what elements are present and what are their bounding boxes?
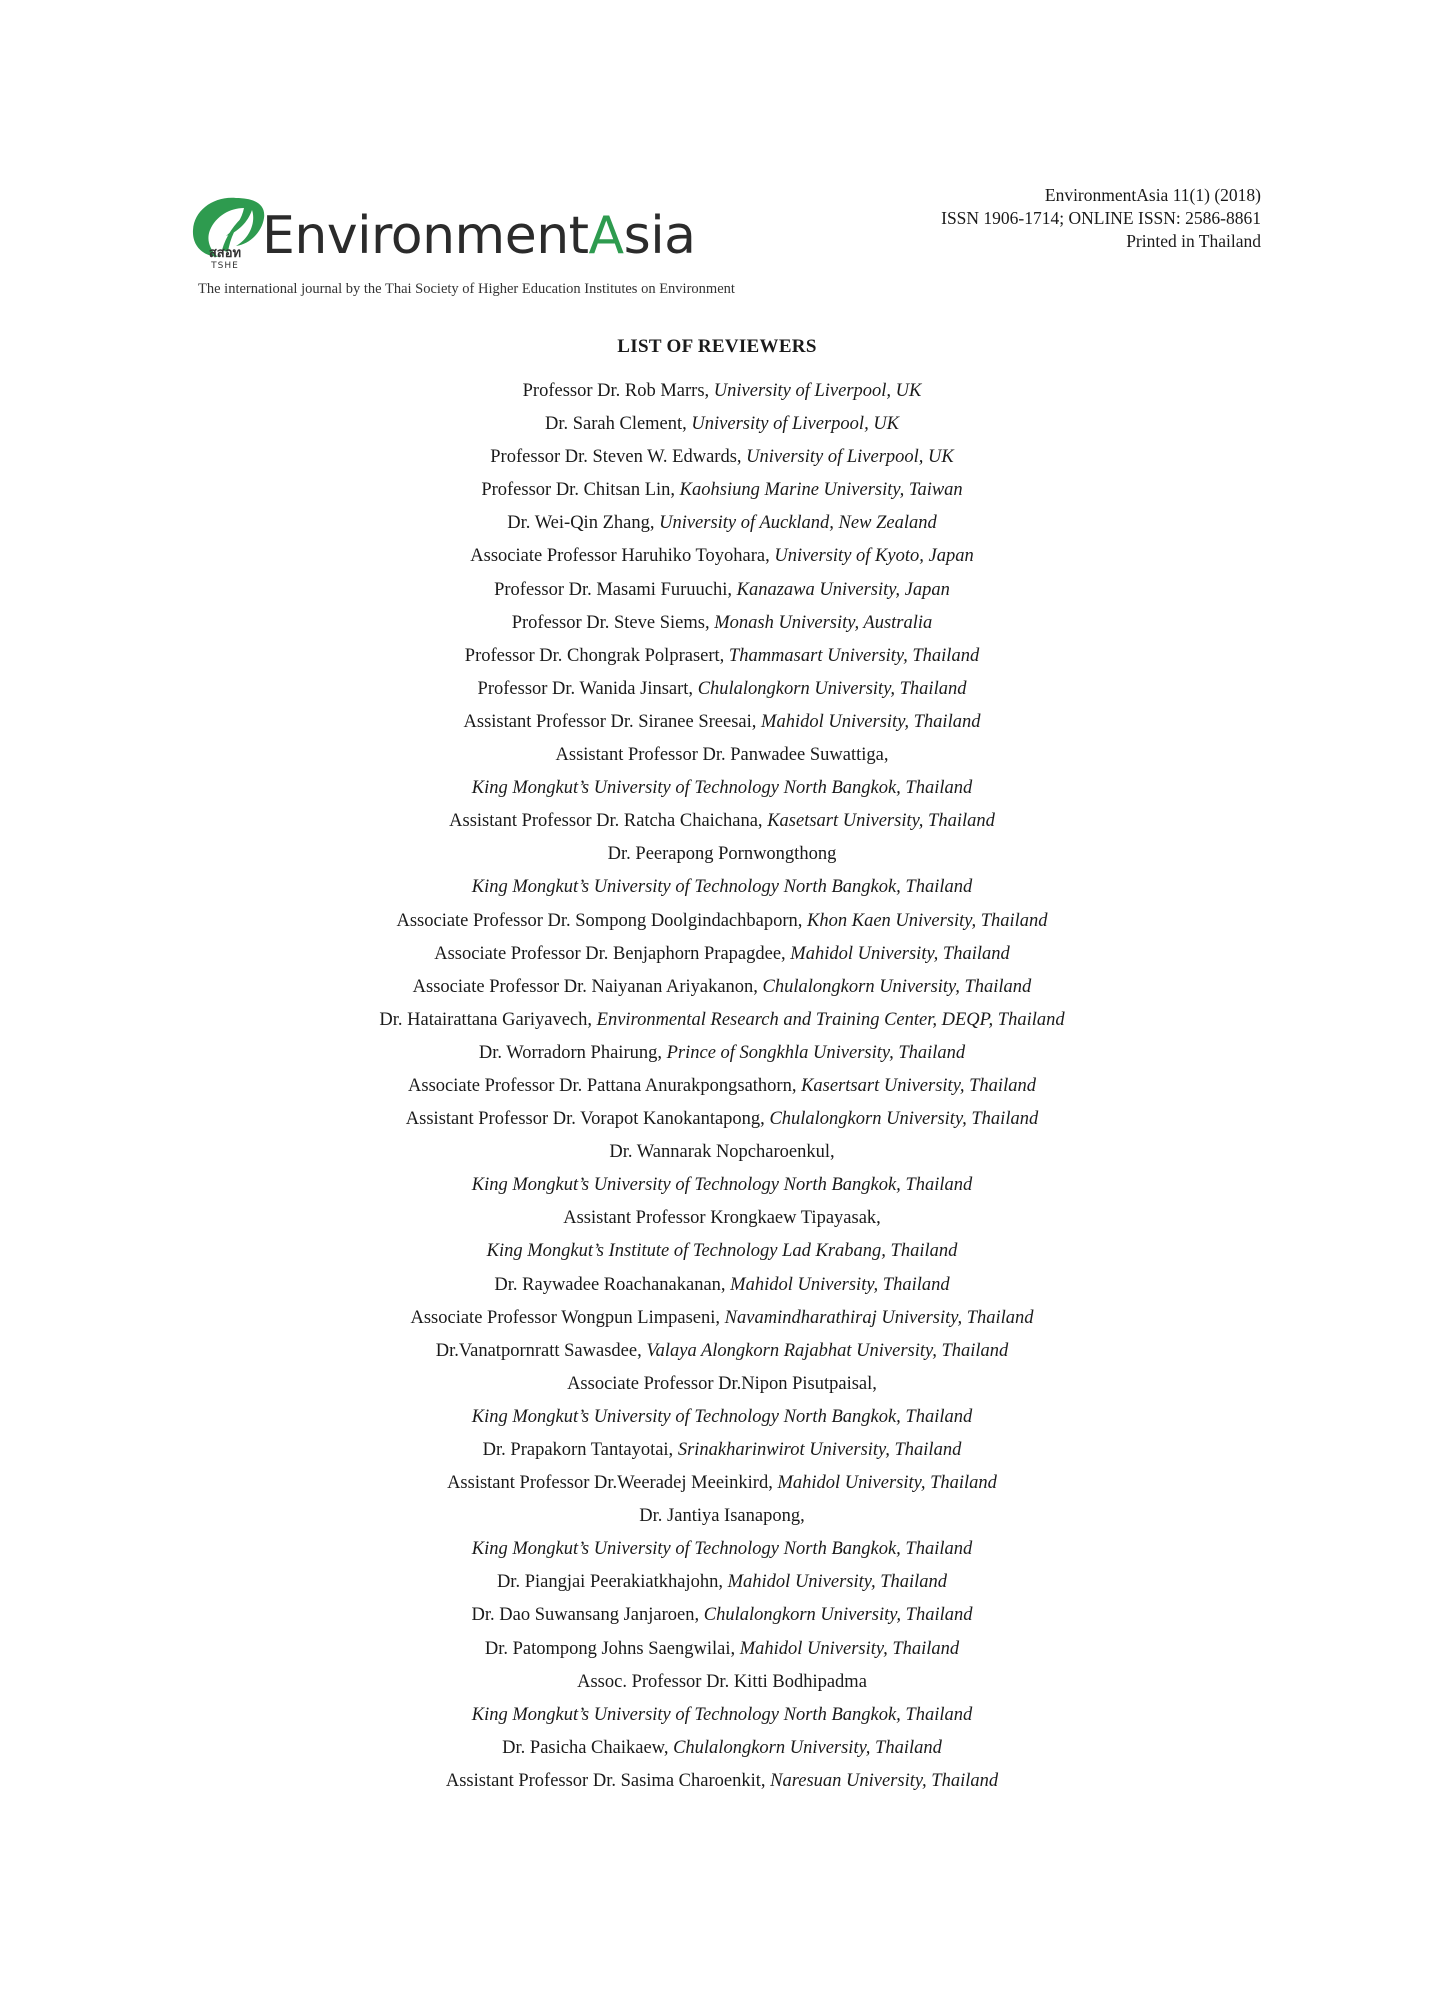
reviewer-entry bbox=[0, 1566, 1434, 1599]
reviewer-entry bbox=[0, 1302, 1434, 1335]
reviewer-entry bbox=[0, 673, 1434, 706]
reviewer-affiliation: Valaya Alongkorn Rajabhat University, Thailand bbox=[646, 1340, 1009, 1361]
reviewer-entry bbox=[0, 607, 1434, 640]
reviewer-name: Dr. Peerapong Pornwongthong bbox=[607, 844, 837, 865]
reviewer-name: Dr. Dao Suwansang Janjaroen, bbox=[471, 1605, 704, 1626]
reviewer-entry bbox=[0, 1202, 1434, 1235]
reviewer-name: Professor Dr. Steven W. Edwards, bbox=[490, 447, 747, 468]
reviewer-affiliation: University of Liverpool, UK bbox=[691, 414, 900, 435]
reviewer-name: Professor Dr. Chitsan Lin, bbox=[481, 480, 680, 501]
reviewer-name: Professor Dr. Chongrak Polprasert, bbox=[464, 645, 729, 666]
issue-citation: EnvironmentAsia 11(1) (2018) bbox=[1044, 185, 1261, 205]
reviewer-entry bbox=[0, 540, 1434, 573]
reviewer-entry bbox=[0, 938, 1434, 971]
reviewer-affiliation: Prince of Songkhla University, Thailand bbox=[666, 1042, 966, 1063]
printed-location: Printed in Thailand bbox=[1126, 231, 1261, 251]
reviewer-entry bbox=[0, 640, 1434, 673]
reviewer-name: Associate Professor Dr. Benjaphorn Prapagdee, bbox=[434, 943, 791, 964]
reviewer-affiliation: Naresuan University, Thailand bbox=[770, 1770, 999, 1791]
society-abbreviation bbox=[190, 247, 260, 271]
reviewer-entry bbox=[0, 805, 1434, 838]
reviewer-entry bbox=[0, 871, 1434, 904]
reviewer-name: Assistant Professor Dr. Siranee Sreesai, bbox=[463, 711, 762, 732]
reviewer-entry bbox=[0, 1699, 1434, 1732]
reviewer-affiliation: Kaohsiung Marine University, Taiwan bbox=[679, 480, 963, 501]
reviewer-affiliation: University of Kyoto, Japan bbox=[774, 546, 974, 567]
page-title: LIST OF REVIEWERS bbox=[617, 336, 817, 357]
reviewer-entry bbox=[0, 408, 1434, 441]
reviewer-name: Professor Dr. Wanida Jinsart, bbox=[477, 678, 698, 699]
reviewer-affiliation: Kanazawa University, Japan bbox=[736, 579, 950, 600]
reviewer-name: Dr. Piangjai Peerakiatkhajohn, bbox=[496, 1572, 728, 1593]
reviewer-affiliation: Monash University, Australia bbox=[714, 612, 933, 633]
reviewer-name: Assoc. Professor Dr. Kitti Bodhipadma bbox=[577, 1671, 867, 1692]
reviewer-entry bbox=[0, 1136, 1434, 1169]
reviewer-affiliation: Chulalongkorn University, Thailand bbox=[762, 976, 1032, 997]
reviewer-name: Dr. Raywadee Roachanakanan, bbox=[494, 1274, 731, 1295]
reviewer-entry bbox=[0, 1235, 1434, 1268]
reviewer-affiliation: Chulalongkorn University, Thailand bbox=[673, 1737, 942, 1758]
reviewer-affiliation: King Mongkut’s University of Technology North Bangkok, Thailand bbox=[471, 778, 973, 799]
reviewer-name: Associate Professor Dr. Pattana Anurakpongsathorn, bbox=[408, 1075, 802, 1096]
reviewer-entry bbox=[0, 739, 1434, 772]
reviewer-entry bbox=[0, 1633, 1434, 1666]
reviewer-affiliation: Mahidol University, Thailand bbox=[790, 943, 1010, 964]
reviewer-name: Dr. Wei-Qin Zhang, bbox=[507, 513, 660, 534]
reviewer-affiliation: King Mongkut’s Institute of Technology Lad Krabang, Thailand bbox=[486, 1241, 958, 1262]
reviewer-affiliation: University of Liverpool, UK bbox=[713, 381, 922, 401]
reviewer-entry bbox=[0, 706, 1434, 739]
reviewer-affiliation: Khon Kaen University, Thailand bbox=[807, 910, 1048, 931]
reviewer-name: Dr. Prapakorn Tantayotai, bbox=[482, 1440, 678, 1460]
reviewer-entry bbox=[0, 1103, 1434, 1136]
reviewer-name: Assistant Professor Dr. Sasima Charoenkit, bbox=[445, 1770, 771, 1791]
journal-name bbox=[262, 206, 696, 266]
reviewer-entry bbox=[0, 1004, 1434, 1037]
reviewer-entry bbox=[0, 1169, 1434, 1202]
reviewer-affiliation: Mahidol University, Thailand bbox=[730, 1274, 950, 1295]
reviewer-affiliation: Kasertsart University, Thailand bbox=[801, 1075, 1036, 1096]
reviewer-affiliation: King Mongkut’s University of Technology North Bangkok, Thailand bbox=[471, 1539, 973, 1560]
reviewer-entry bbox=[0, 772, 1434, 805]
reviewer-entry bbox=[0, 1467, 1434, 1500]
reviewer-entry bbox=[0, 838, 1434, 871]
reviewer-affiliation: Srinakharinwirot University, Thailand bbox=[677, 1440, 962, 1460]
publication-info bbox=[941, 184, 1261, 253]
reviewer-affiliation: Chulalongkorn University, Thailand bbox=[769, 1109, 1039, 1130]
reviewer-affiliation: Mahidol University, Thailand bbox=[761, 711, 981, 732]
reviewer-entry bbox=[0, 1500, 1434, 1533]
reviewer-name: Assistant Professor Krongkaew Tipayasak, bbox=[563, 1208, 881, 1229]
reviewer-name: Associate Professor Dr. Sompong Doolgindachbaporn, bbox=[396, 910, 808, 931]
reviewer-affiliation: King Mongkut’s University of Technology North Bangkok, Thailand bbox=[471, 1704, 973, 1725]
reviewer-name: Associate Professor Haruhiko Toyohara, bbox=[470, 546, 775, 567]
reviewer-name: Professor Dr. Rob Marrs, bbox=[522, 381, 714, 401]
reviewer-entry bbox=[0, 1434, 1434, 1467]
journal-name-part1: Environment bbox=[262, 206, 589, 266]
reviewer-entry bbox=[0, 1037, 1434, 1070]
reviewer-entry bbox=[0, 1070, 1434, 1103]
reviewer-list bbox=[0, 375, 1434, 1798]
journal-name-part3: sia bbox=[623, 206, 696, 266]
reviewer-name: Associate Professor Wongpun Limpaseni, bbox=[410, 1307, 725, 1328]
reviewer-name: Associate Professor Dr.Nipon Pisutpaisal, bbox=[567, 1373, 877, 1394]
reviewer-affiliation: King Mongkut’s University of Technology North Bangkok, Thailand bbox=[471, 1175, 973, 1196]
reviewer-entry bbox=[0, 1335, 1434, 1368]
reviewer-affiliation: University of Auckland, New Zealand bbox=[659, 513, 937, 534]
reviewer-name: Assistant Professor Dr.Weeradej Meeinkird, bbox=[447, 1473, 778, 1494]
reviewer-entry bbox=[0, 1269, 1434, 1302]
reviewer-name: Dr. Sarah Clement, bbox=[544, 414, 692, 435]
reviewer-name: Assistant Professor Dr. Ratcha Chaichana, bbox=[449, 811, 768, 832]
reviewer-name: Dr. Worradorn Phairung, bbox=[478, 1042, 667, 1063]
reviewer-affiliation: King Mongkut’s University of Technology North Bangkok, Thailand bbox=[471, 877, 973, 898]
reviewer-name: Assistant Professor Dr. Vorapot Kanokantapong, bbox=[405, 1109, 770, 1130]
reviewer-affiliation: Navamindharathiraj University, Thailand bbox=[724, 1307, 1034, 1328]
reviewer-affiliation: Mahidol University, Thailand bbox=[727, 1572, 948, 1593]
reviewer-affiliation: Mahidol University, Thailand bbox=[739, 1638, 960, 1659]
reviewer-entry bbox=[0, 1666, 1434, 1699]
society-abbr-latin: TSHE bbox=[211, 261, 239, 271]
journal-name-accent-letter: A bbox=[588, 206, 624, 266]
reviewer-entry bbox=[0, 1401, 1434, 1434]
reviewer-name: Associate Professor Dr. Naiyanan Ariyakanon, bbox=[412, 976, 763, 997]
journal-tagline: The international journal by the Thai Society of Higher Education Institutes on Environment bbox=[198, 281, 735, 297]
reviewer-entry bbox=[0, 1599, 1434, 1632]
reviewer-entry bbox=[0, 375, 1434, 408]
reviewer-affiliation: King Mongkut’s University of Technology North Bangkok, Thailand bbox=[471, 1406, 973, 1427]
reviewer-affiliation: Mahidol University, Thailand bbox=[777, 1473, 997, 1494]
reviewer-affiliation: Chulalongkorn University, Thailand bbox=[703, 1605, 973, 1626]
reviewer-affiliation: Environmental Research and Training Center, DEQP, Thailand bbox=[596, 1009, 1065, 1030]
reviewer-entry bbox=[0, 971, 1434, 1004]
reviewer-entry bbox=[0, 574, 1434, 607]
reviewer-affiliation: Thammasart University, Thailand bbox=[728, 645, 980, 666]
reviewer-entry bbox=[0, 1533, 1434, 1566]
reviewer-entry bbox=[0, 507, 1434, 540]
reviewer-affiliation: Kasetsart University, Thailand bbox=[767, 811, 995, 832]
reviewer-entry bbox=[0, 1765, 1434, 1798]
reviewer-name: Dr. Hatairattana Gariyavech, bbox=[379, 1009, 597, 1030]
issn-line: ISSN 1906-1714; ONLINE ISSN: 2586-8861 bbox=[941, 208, 1261, 228]
reviewer-name: Assistant Professor Dr. Panwadee Suwattiga, bbox=[555, 745, 889, 766]
reviewer-entry bbox=[0, 1732, 1434, 1765]
reviewer-name: Professor Dr. Steve Siems, bbox=[511, 612, 715, 633]
reviewer-name: Dr.Vanatpornratt Sawasdee, bbox=[435, 1340, 647, 1361]
reviewer-name: Dr. Jantiya Isanapong, bbox=[639, 1506, 805, 1527]
society-abbr-thai: สสอท bbox=[208, 246, 242, 261]
reviewer-entry bbox=[0, 1368, 1434, 1401]
reviewer-name: Dr. Wannarak Nopcharoenkul, bbox=[609, 1142, 835, 1163]
reviewer-affiliation: Chulalongkorn University, Thailand bbox=[697, 678, 967, 699]
reviewer-name: Professor Dr. Masami Furuuchi, bbox=[494, 579, 737, 600]
reviewer-name: Dr. Pasicha Chaikaew, bbox=[502, 1737, 674, 1758]
reviewer-affiliation: University of Liverpool, UK bbox=[746, 447, 954, 468]
reviewer-entry bbox=[0, 474, 1434, 507]
reviewer-entry bbox=[0, 905, 1434, 938]
reviewer-entry bbox=[0, 441, 1434, 474]
reviewer-name: Dr. Patompong Johns Saengwilai, bbox=[484, 1638, 740, 1659]
